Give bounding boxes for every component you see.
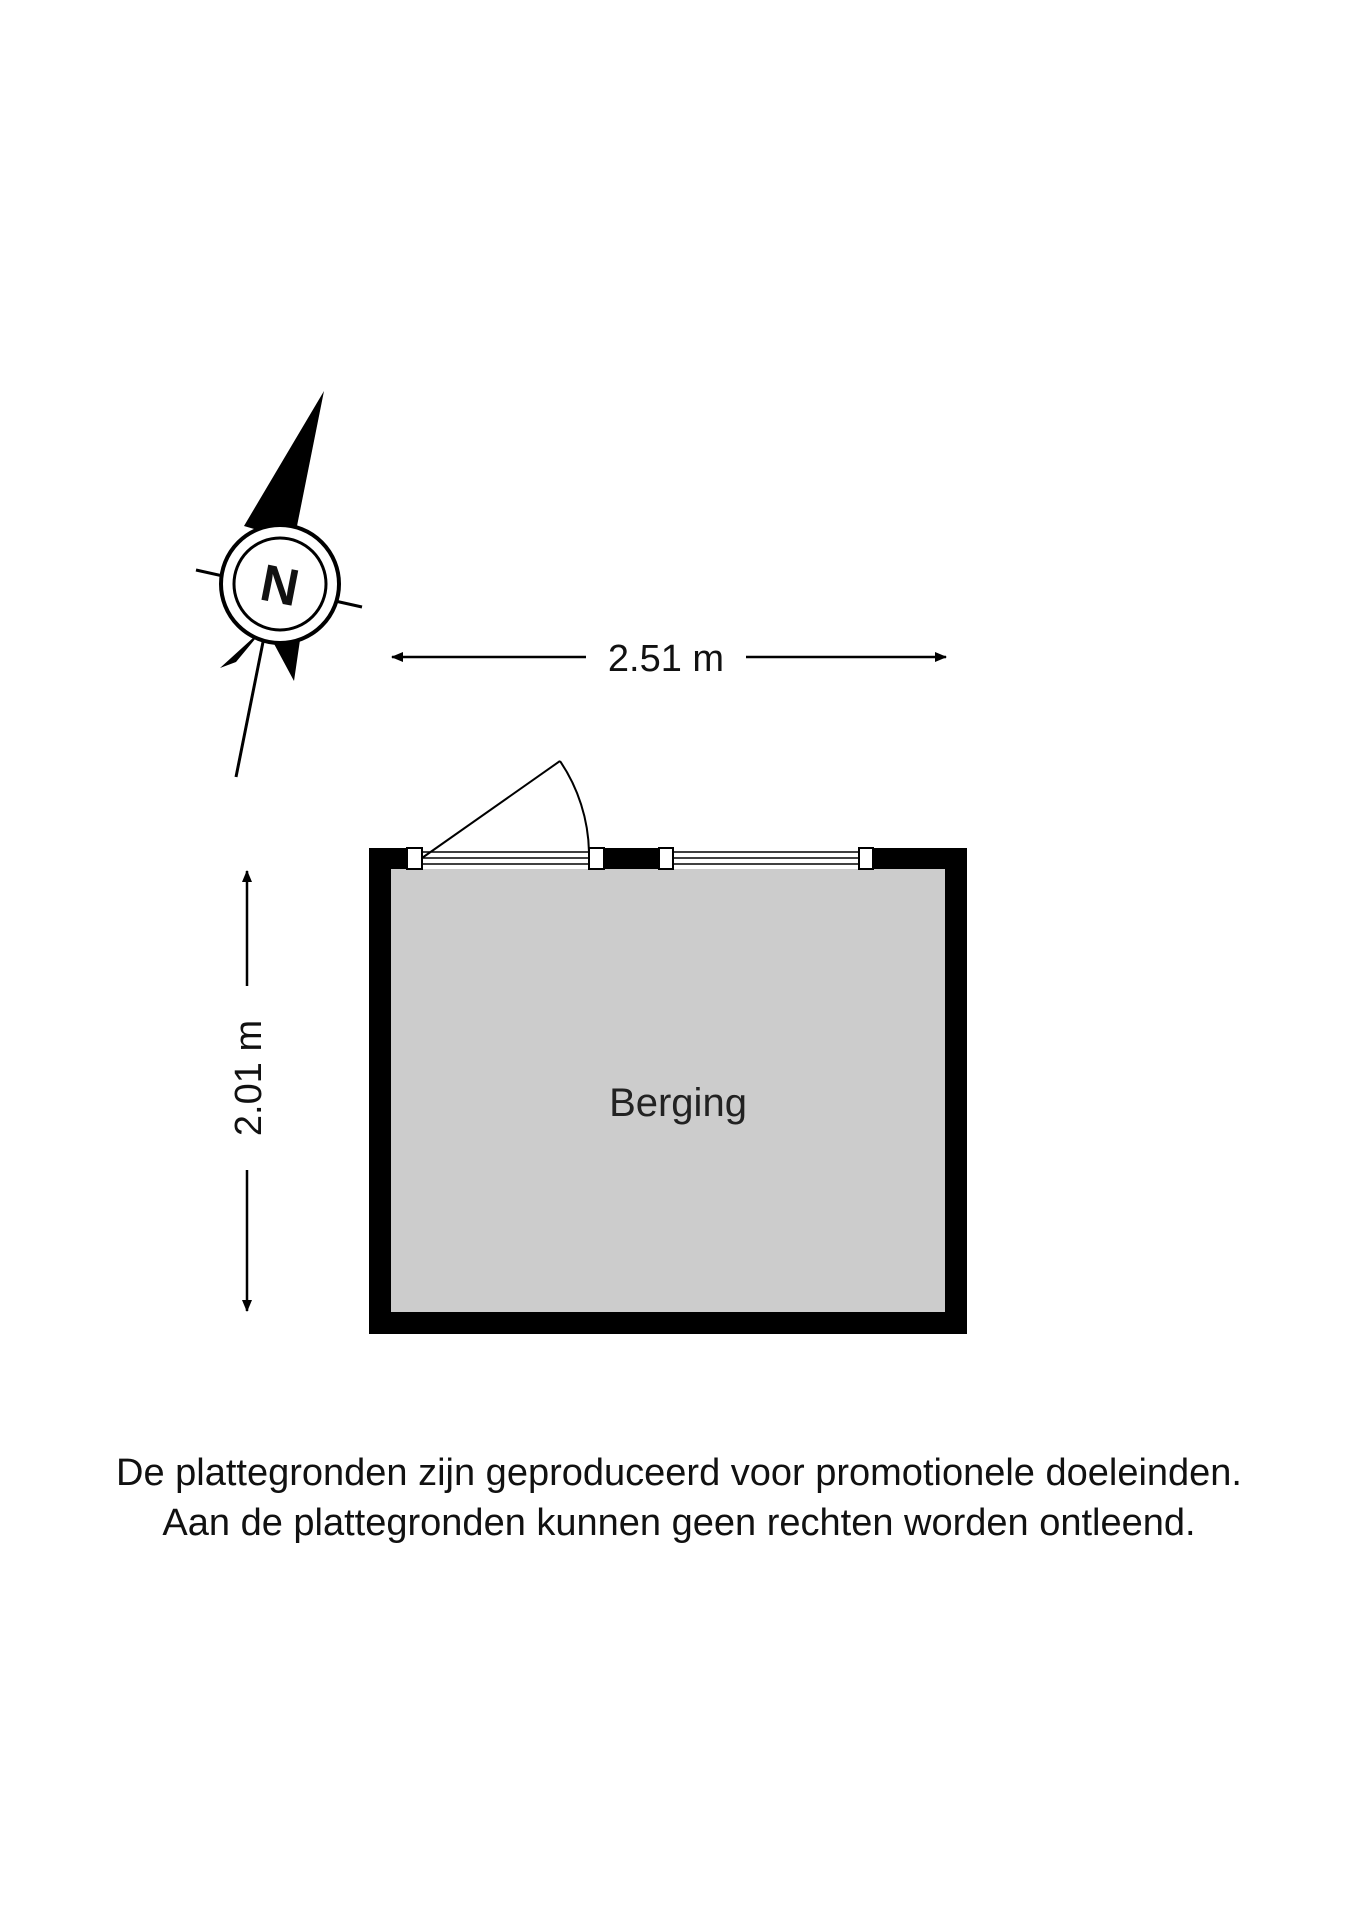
width-dimension	[392, 638, 946, 680]
door-leaf	[422, 761, 560, 858]
room-berging	[369, 761, 967, 1334]
north-arrow-icon	[196, 391, 362, 777]
depth-dimension-label: 2.01 m	[228, 1019, 270, 1137]
door-swing-arc	[560, 761, 589, 852]
disclaimer-line-2: Aan de plattegronden kunnen geen rechten worden ontleend.	[162, 1502, 1196, 1544]
depth-dimension	[228, 871, 270, 1311]
disclaimer	[0, 1448, 1358, 1548]
width-dimension-label: 2.51 m	[607, 638, 725, 680]
disclaimer-line-1: De plattegronden zijn geproduceerd voor promotionele doeleinden.	[116, 1452, 1242, 1494]
compass-north-label: N	[255, 553, 304, 619]
room-label: Berging	[609, 1081, 747, 1125]
